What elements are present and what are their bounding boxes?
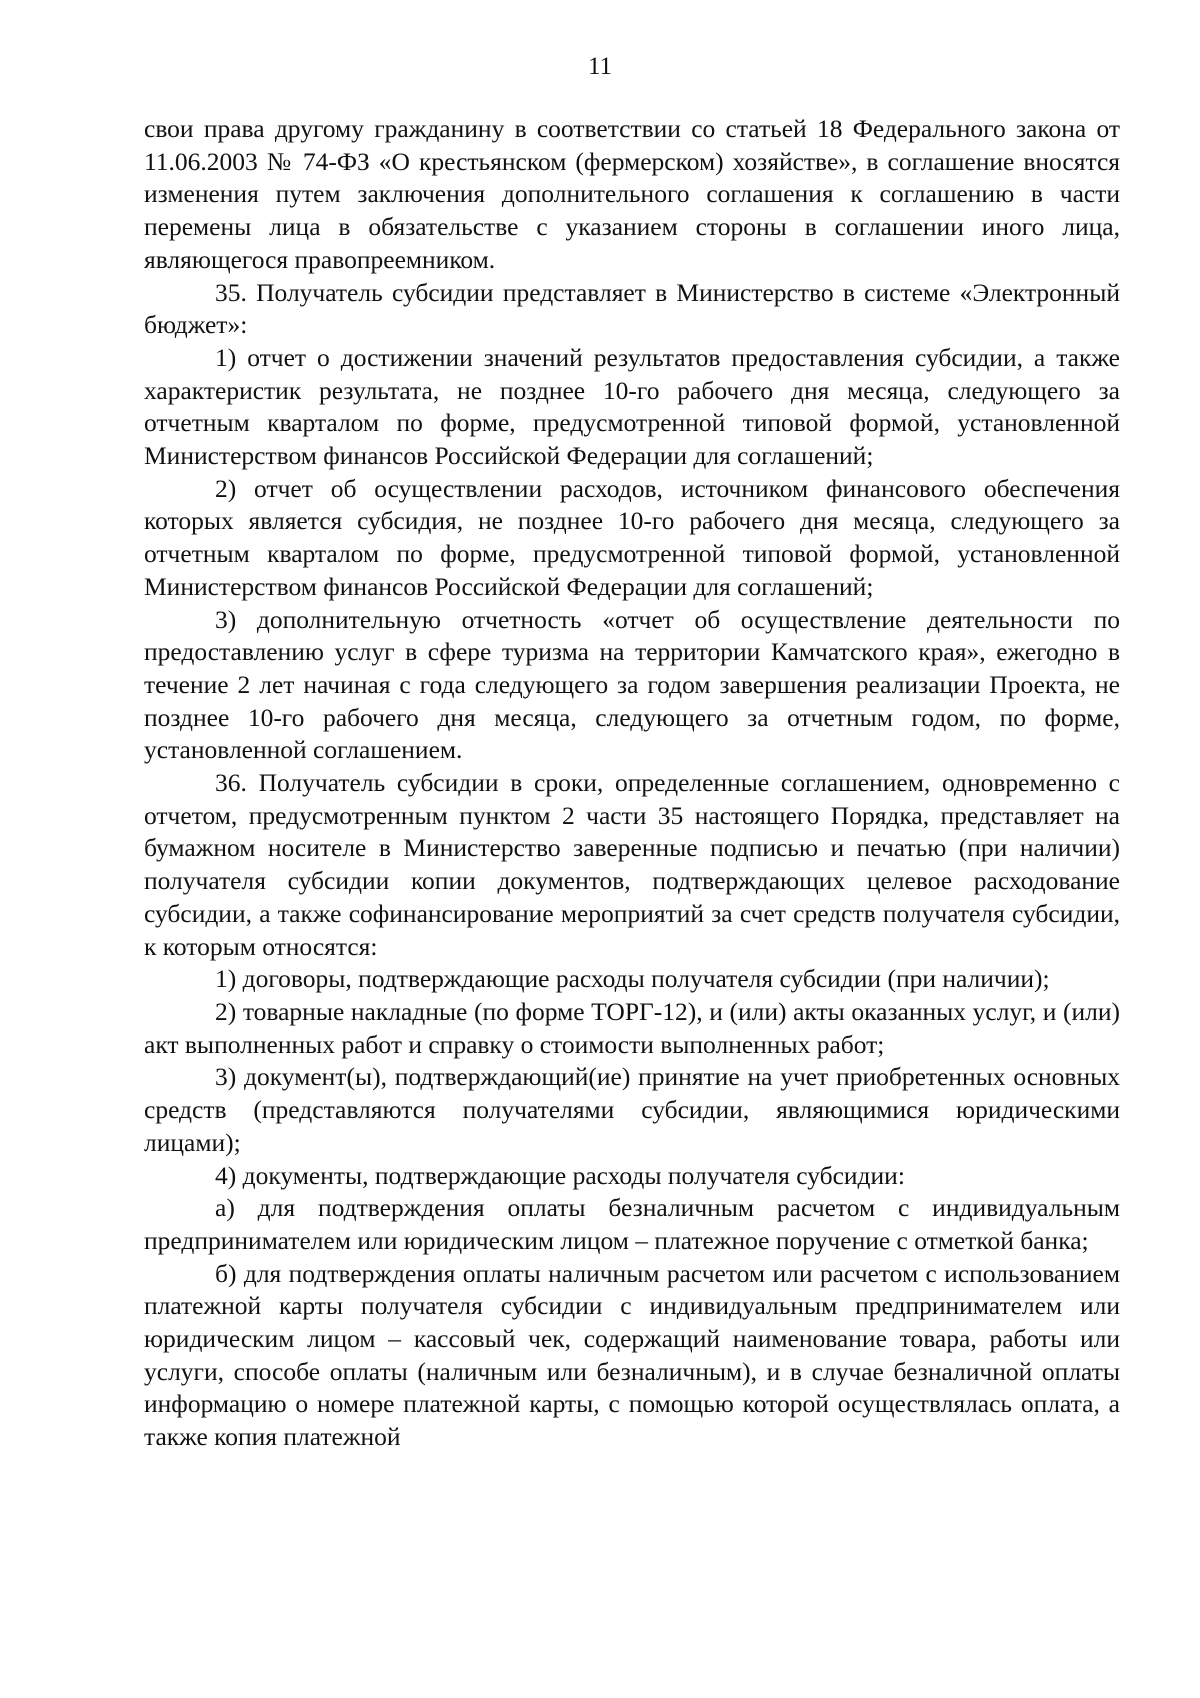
paragraph-item-35: 35. Получатель субсидии представляет в Министерство в системе «Электронный бюджет»: — [144, 277, 1120, 340]
paragraph-36-subitem-4a: а) для подтверждения оплаты безналичным расчетом с индивидуальным предпринимателем или юридическим лицом – платежное поручение с отметкой банка; — [144, 1193, 1120, 1255]
paragraph-36-subitem-2: 2) товарные накладные (по форме ТОРГ-12), и (или) акты оказанных услуг, и (или) акт выполненных работ и справку о стоимости выполненных работ; — [144, 996, 1120, 1059]
paragraph-35-subitem-1: 1) отчет о достижении значений результатов предоставления субсидии, а также характеристик результата, не позднее 10-го рабочего дня месяца, следующего за отчетным кварталом по форме, предусмотренной типовой формой, установленной Министерством финансов Российской Федерации для соглашений; — [144, 342, 1120, 471]
paragraph-36-subitem-3: 3) документ(ы), подтверждающий(ие) принятие на учет приобретенных основных средств (представляются получателями субсидии, являющимися юридическими лицами); — [144, 1062, 1120, 1157]
paragraph-35-subitem-3: 3) дополнительную отчетность «отчет об осуществление деятельности по предоставлению услуг в сфере туризма на территории Камчатского края», ежегодно в течение 2 лет начиная с года следующего за годом завершения реализации Проекта, не позднее 10-го рабочего дня месяца, следующего за отчетным годом, по форме, установленной соглашением. — [144, 604, 1120, 765]
paragraph-36-subitem-4b: б) для подтверждения оплаты наличным расчетом или расчетом с использованием платежной карты получателя субсидии с индивидуальным предпринимателем или юридическим лицом – кассовый чек, содержащий наименование товара, работы или услуги, способе оплаты (наличным или безналичным), и в случае безналичной оплаты информацию о номере платежной карты, с помощью которой осуществлялась оплата, а также копия платежной — [144, 1258, 1120, 1452]
paragraph-item-36: 36. Получатель субсидии в сроки, определенные соглашением, одновременно с отчетом, предусмотренным пунктом 2 части 35 настоящего Порядка, представляет на бумажном носителе в Министерство заверенные подписью и печатью (при наличии) получателя субсидии копии документов, подтверждающих целевое расходование субсидии, а также софинансирование мероприятий за счет средств получателя субсидии, к которым относятся: — [144, 768, 1120, 961]
paragraph-continuation: свои права другому гражданину в соответствии со статьей 18 Федерального закона от 11.06.2003 № 74-ФЗ «О крестьянском (фермерском) хозяйстве», в соглашение вносятся изменения путем заключения дополнительного соглашения к соглашению в части перемены лица в обязательстве с указанием стороны в соглашении иного лица, являющегося правопреемником. — [144, 114, 1120, 274]
paragraph-36-subitem-1: 1) договоры, подтверждающие расходы получателя субсидии (при наличии); — [215, 964, 1050, 994]
paragraph-36-subitem-4: 4) документы, подтверждающие расходы получателя субсидии: — [215, 1160, 905, 1190]
page-number: 11 — [587, 53, 613, 80]
document-body — [144, 113, 1120, 1454]
paragraph-35-subitem-2: 2) отчет об осуществлении расходов, источником финансового обеспечения которых является субсидия, не позднее 10-го рабочего дня месяца, следующего за отчетным кварталом по форме, предусмотренной типовой формой, установленной Министерством финансов Российской Федерации для соглашений; — [144, 473, 1120, 601]
